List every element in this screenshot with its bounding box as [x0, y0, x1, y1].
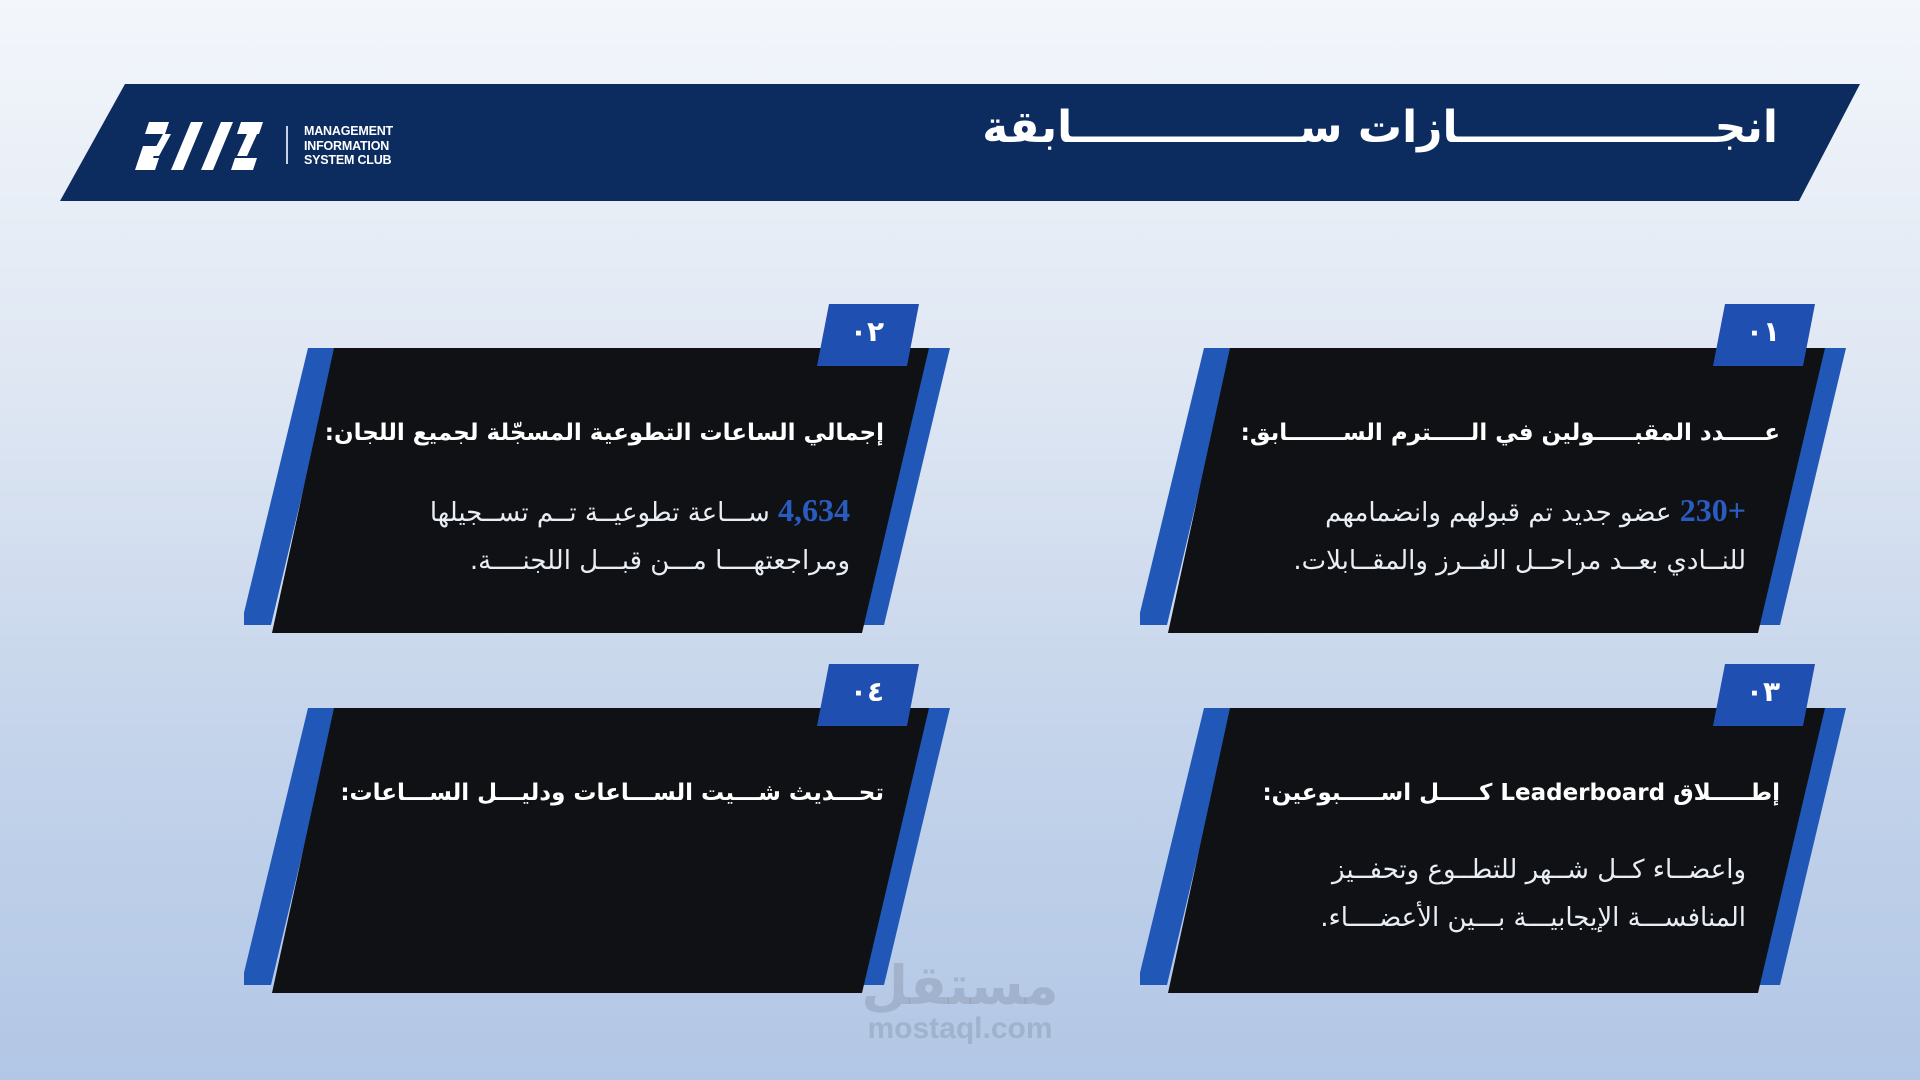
- card-title: إطـــــلاق Leaderboard كـــــل اســـــبوعين:: [1262, 780, 1780, 806]
- watermark-arabic: مستقل: [861, 954, 1059, 1017]
- card-background: [1140, 300, 1860, 640]
- card-body-text: ســـاعة تطوعيــة تــم تســجيلها: [429, 498, 770, 528]
- card-body-line: واعضــاء كــل شــهر للتطــوع وتحفــيز: [1332, 855, 1746, 885]
- card-number: ٠١: [1745, 315, 1781, 348]
- watermark-latin: mostaql.com: [867, 1012, 1053, 1045]
- stat-highlight: 4,634: [778, 492, 850, 528]
- mis-logo-icon: [135, 118, 270, 172]
- card-body-line: ومراجعتهــــا مـــن قبـــل اللجنــــة.: [469, 546, 850, 576]
- achievement-card-3: [1140, 660, 1860, 1000]
- club-name-line: SYSTEM CLUB: [304, 153, 392, 167]
- card-body: [1320, 846, 1746, 942]
- card-body-line: للنــادي بعــد مراحــل الفــرز والمقــابلات.: [1293, 546, 1746, 576]
- club-name: [304, 124, 444, 168]
- card-background: [244, 300, 964, 640]
- card-number: ٠٤: [849, 675, 885, 708]
- achievement-card-1: [1140, 300, 1860, 640]
- stat-highlight: +230: [1679, 492, 1746, 528]
- card-body: [430, 486, 850, 585]
- card-background: [244, 660, 964, 1000]
- watermark: [840, 954, 1080, 1045]
- page-title: انجـــــــــــــــــازات ســـــــــــــــابقة: [982, 102, 1778, 153]
- card-body-text: عضو جديد تم قبولهم وانضمامهم: [1325, 498, 1672, 528]
- card-title: تحـــديث شـــيت الســـاعات ودليـــل الســـاعات:: [340, 780, 884, 806]
- card-background: [1140, 660, 1860, 1000]
- card-number: ٠٢: [849, 315, 885, 348]
- achievement-card-2: [244, 300, 964, 640]
- card-body: [1293, 486, 1746, 585]
- club-name-line: MANAGEMENT: [304, 124, 393, 138]
- club-name-line: INFORMATION: [304, 138, 390, 153]
- card-number: ٠٣: [1745, 675, 1781, 708]
- card-body-line: المنافســـة الإيجابيـــة بـــين الأعضــــاء.: [1320, 903, 1746, 933]
- card-body-line: [430, 486, 850, 537]
- logo-divider: [286, 126, 288, 164]
- card-title: عـــــدد المقبـــــولين في الـــــترم الســـــــابق:: [1240, 420, 1780, 446]
- achievement-card-4: [244, 660, 964, 1000]
- card-body-line: [1293, 486, 1746, 537]
- card-title: إجمالي الساعات التطوعية المسجّلة لجميع اللجان:: [324, 420, 884, 446]
